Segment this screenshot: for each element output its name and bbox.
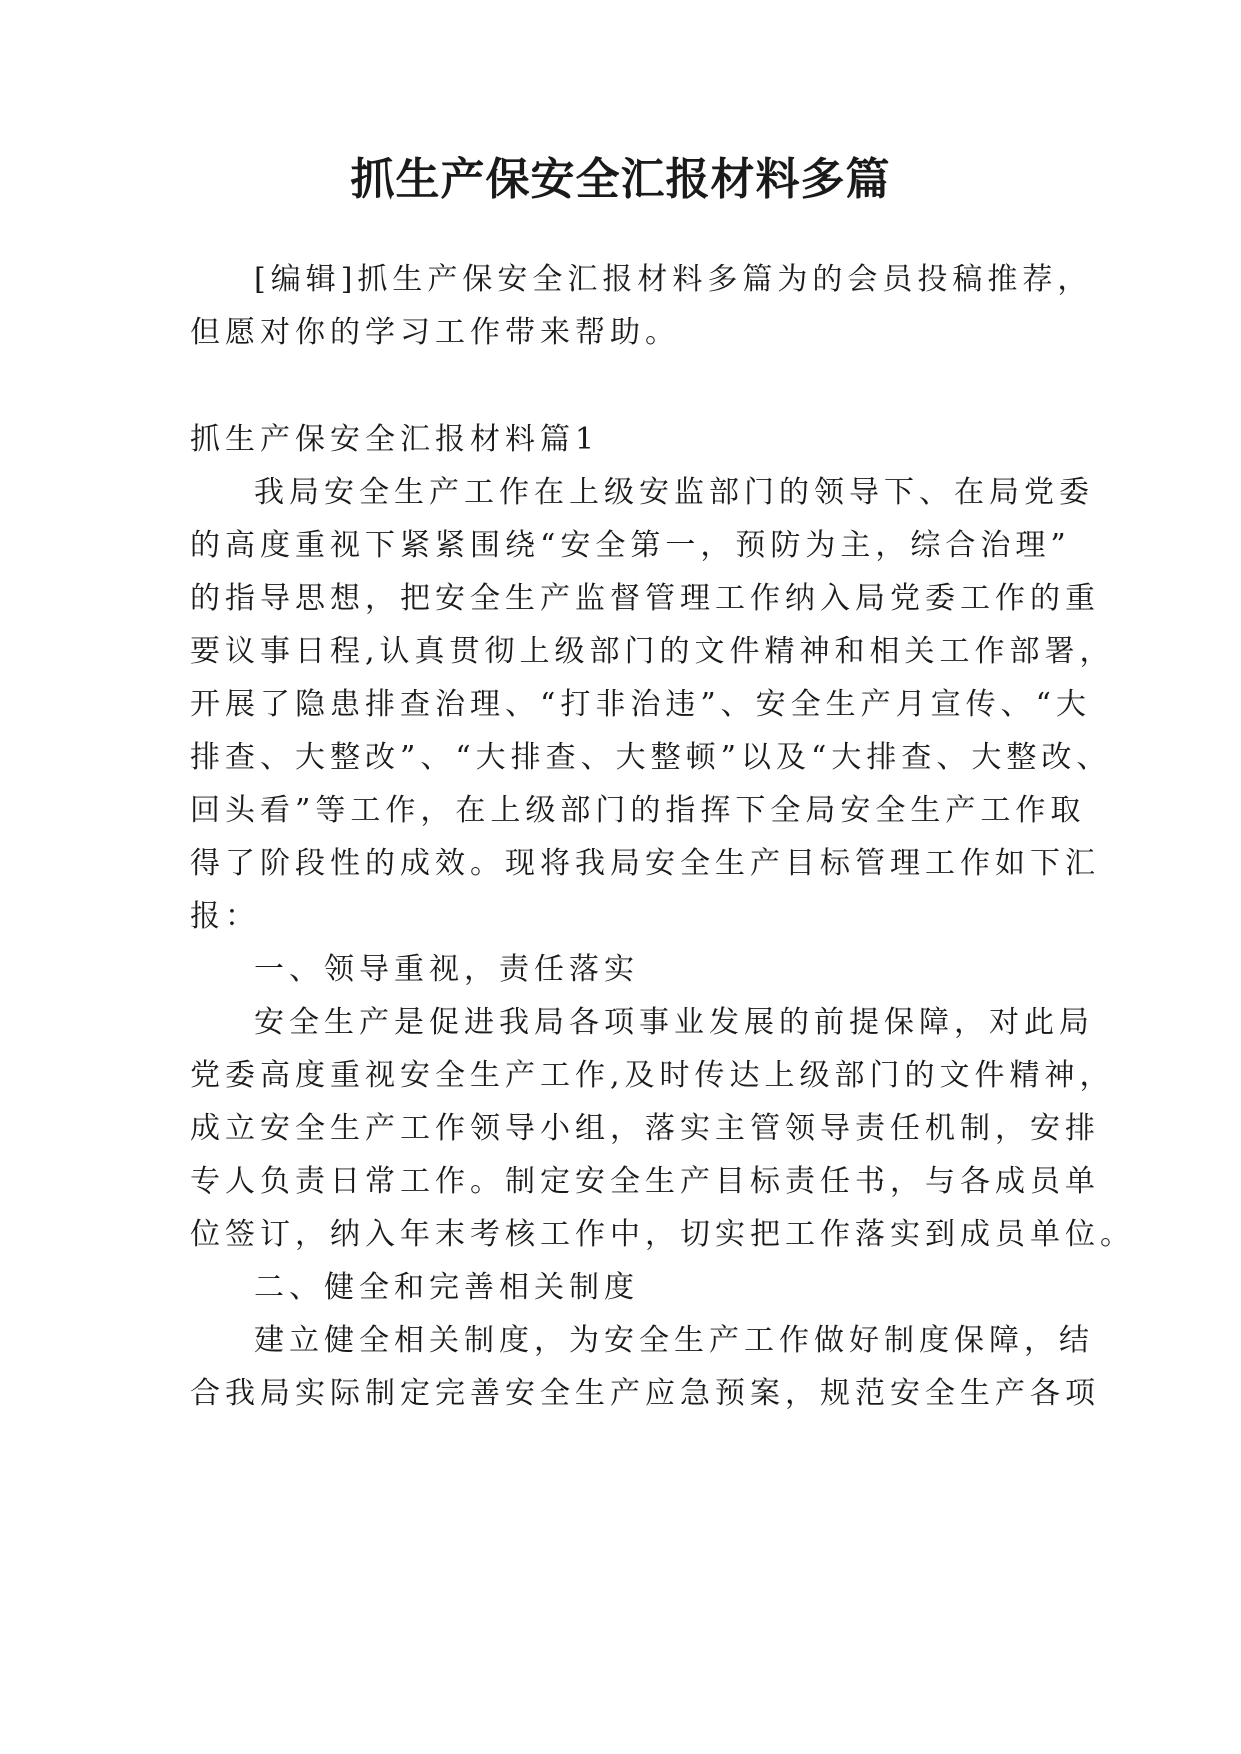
paragraph-line: 排查、大整改”、“大排查、大整顿”以及“大排查、大整改、 [190, 740, 1112, 775]
paragraph-line: 党委高度重视安全生产工作,及时传达上级部门的文件精神， [190, 1058, 1115, 1093]
intro-line-1: [编辑]抓生产保安全汇报材料多篇为的会员投稿推荐， [254, 262, 1093, 297]
intro-line-2: 但愿对你的学习工作带来帮助。 [190, 315, 680, 350]
subheading-1: 一、领导重视，责任落实 [254, 952, 639, 987]
paragraph-line: 要议事日程,认真贯彻上级部门的文件精神和相关工作部署， [190, 634, 1115, 669]
paragraph-line: 合我局实际制定完善安全生产应急预案，规范安全生产各项 [190, 1376, 1100, 1411]
paragraph-line: 专人负责日常工作。制定安全生产目标责任书，与各成员单 [190, 1164, 1100, 1199]
paragraph-line: 得了阶段性的成效。现将我局安全生产目标管理工作如下汇 [190, 846, 1100, 881]
paragraph-line: 我局安全生产工作在上级安监部门的领导下、在局党委 [254, 475, 1094, 510]
paragraph-line: 成立安全生产工作领导小组，落实主管领导责任机制，安排 [190, 1111, 1100, 1146]
paragraph-line: 位签订，纳入年末考核工作中，切实把工作落实到成员单位。 [190, 1217, 1135, 1252]
paragraph-line: 的高度重视下紧紧围绕“安全第一，预防为主，综合治理” [190, 528, 1071, 563]
subheading-2: 二、健全和完善相关制度 [254, 1270, 639, 1305]
paragraph-line: 回头看”等工作，在上级部门的指挥下全局安全生产工作取 [190, 793, 1086, 828]
paragraph-line: 建立健全相关制度，为安全生产工作做好制度保障，结 [254, 1323, 1094, 1358]
paragraph-line: 开展了隐患排查治理、“打非治违”、安全生产月宣传、“大 [190, 687, 1092, 722]
document-title: 抓生产保安全汇报材料多篇 [350, 154, 891, 205]
paragraph-line: 的指导思想，把安全生产监督管理工作纳入局党委工作的重 [190, 581, 1100, 616]
section-heading: 抓生产保安全汇报材料篇1 [190, 422, 600, 457]
paragraph-line: 报： [190, 899, 260, 934]
paragraph-line: 安全生产是促进我局各项事业发展的前提保障，对此局 [254, 1005, 1094, 1040]
